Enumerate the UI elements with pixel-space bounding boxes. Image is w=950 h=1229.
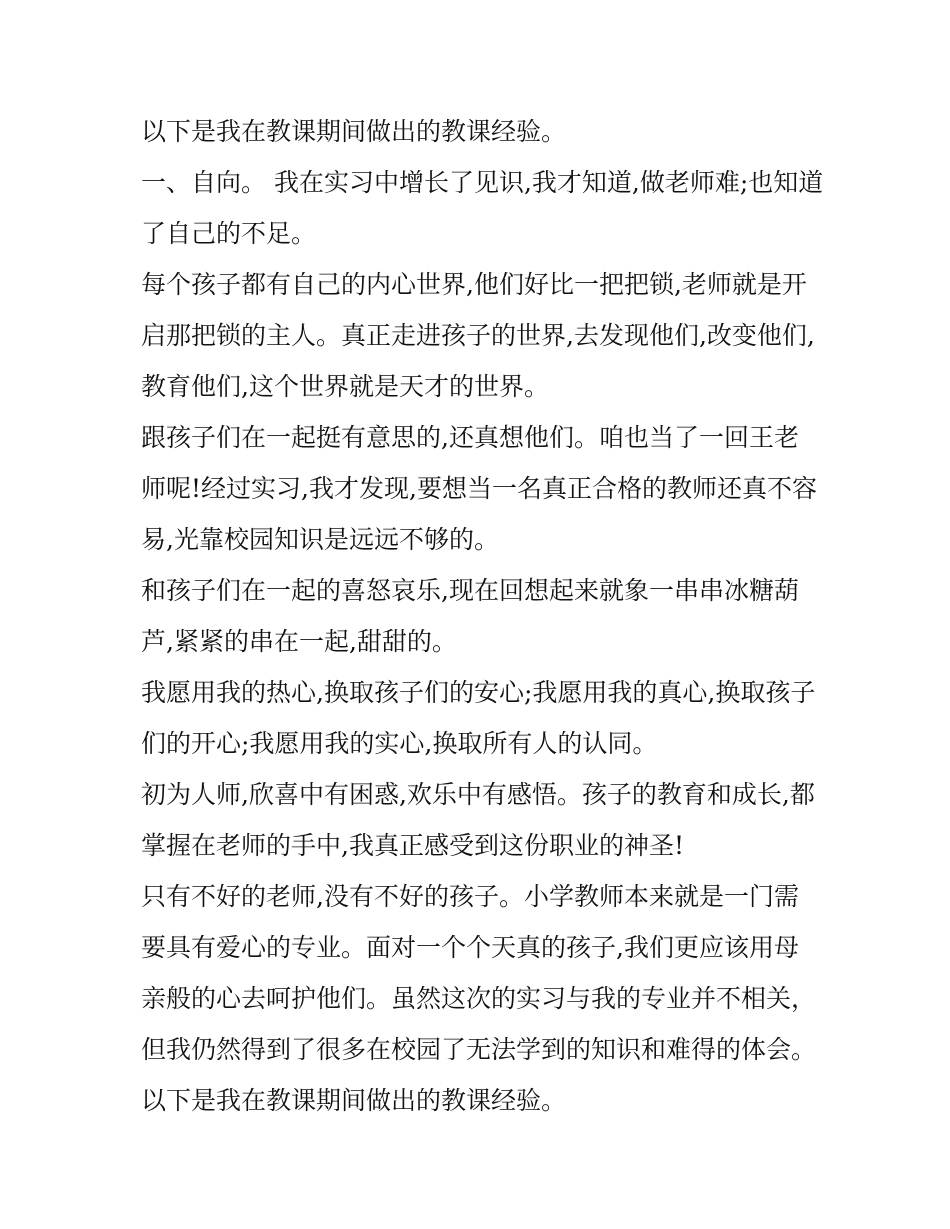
text-line: 和孩子们在一起的喜怒哀乐,现在回想起来就象一串串冰糖葫 <box>141 576 799 605</box>
text-line: 以下是我在教课期间做出的教课经验。 <box>141 117 567 146</box>
text-line: 教育他们,这个世界就是天才的世界。 <box>141 372 549 401</box>
text-line: 掌握在老师的手中,我真正感受到这份职业的神圣! <box>141 831 684 860</box>
text-line: 芦,紧紧的串在一起,甜甜的。 <box>141 627 457 656</box>
text-line: 以下是我在教课期间做出的教课经验。 <box>141 1086 567 1115</box>
text-line: 每个孩子都有自己的内心世界,他们好比一把把锁,老师就是开 <box>141 270 807 299</box>
text-line: 要具有爱心的专业。面对一个个天真的孩子,我们更应该用母 <box>141 933 799 962</box>
text-line: 启那把锁的主人。真正走进孩子的世界,去发现他们,改变他们, <box>141 321 815 350</box>
text-line: 亲般的心去呵护他们。虽然这次的实习与我的专业并不相关， <box>141 984 817 1013</box>
text-line: 易,光靠校园知识是远远不够的。 <box>141 525 499 554</box>
text-line: 但我仍然得到了很多在校园了无法学到的知识和难得的体会。 <box>141 1035 817 1064</box>
text-line: 了自己的不足。 <box>141 219 317 248</box>
text-line: 只有不好的老师,没有不好的孩子。小学教师本来就是一门需 <box>141 882 799 911</box>
text-line: 们的开心;我愿用我的实心,换取所有人的认同。 <box>141 729 658 758</box>
text-line: 我愿用我的热心,换取孩子们的安心;我愿用我的真心,换取孩子 <box>141 678 816 707</box>
text-line: 跟孩子们在一起挺有意思的,还真想他们。咱也当了一回王老 <box>141 423 799 452</box>
document-body <box>141 106 824 1126</box>
text-line: 初为人师,欣喜中有困惑,欢乐中有感悟。孩子的教育和成长,都 <box>141 780 815 809</box>
text-line: 一、自向。 我在实习中增长了见识,我才知道,做老师难;也知道 <box>141 168 824 197</box>
text-line: 师呢!经过实习,我才发现,要想当一名真正合格的教师还真不容 <box>141 474 817 503</box>
